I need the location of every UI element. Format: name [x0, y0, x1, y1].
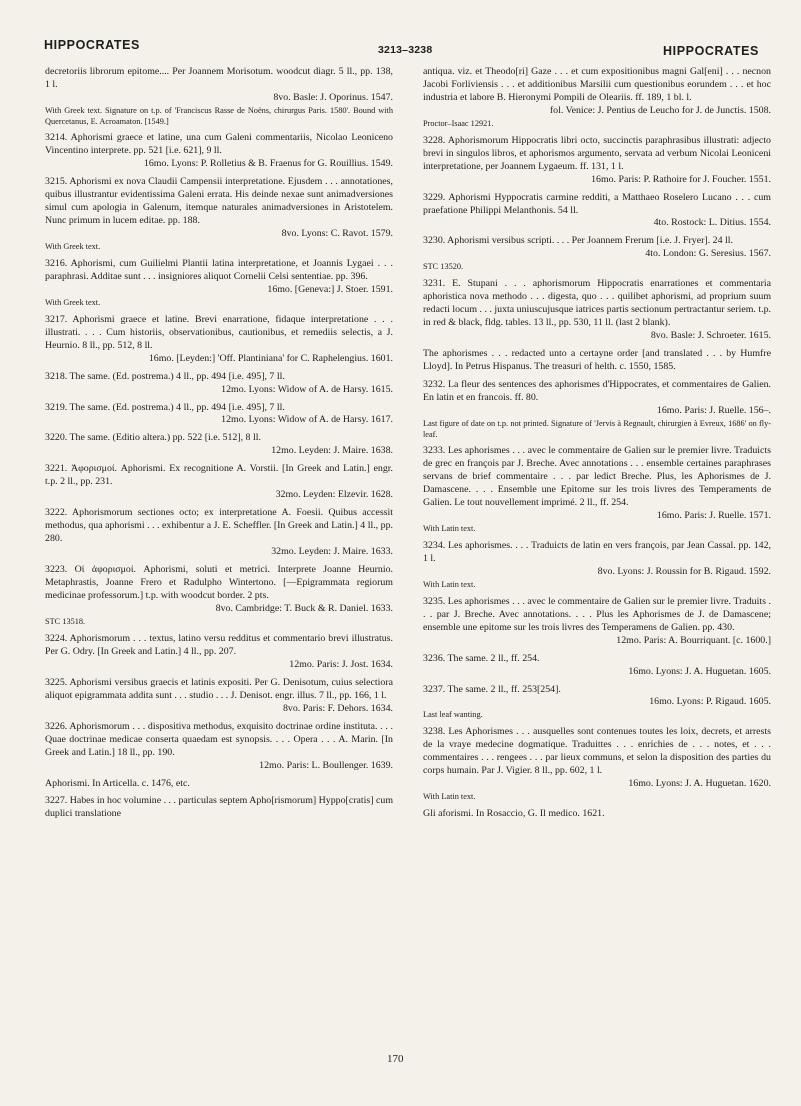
catalogue-entry: [45, 507, 393, 559]
entry-imprint: 32mo. Leyden: Elzevir. 1628.: [275, 489, 393, 501]
entry-note: With Greek text.: [45, 242, 101, 252]
right-column: [423, 66, 771, 826]
entry-text: antiqua. viz. et Theodo[ri] Gaze . . . et cum expositionibus magni Gal[eni] . . . necnon Jacobi Forliviensis . . . et additionibus Marsilii cum questionibus eorundem . . . et hoc industria et labore B. Hieronymi Pompili de Oleariis. ff. 189, 1 bl. l.: [423, 66, 771, 103]
entry-text: Gli aforismi. In Rosaccio, G. Il medico. 1621.: [423, 807, 605, 819]
catalogue-entry: [423, 192, 771, 231]
entry-note: STC 13520.: [423, 262, 464, 272]
entry-imprint: 16mo. Lyons: P. Rigaud. 1605.: [649, 696, 771, 708]
entry-text: 3224. Aphorismorum . . . textus, latino versu redditus et commentario brevi illustratus. Per G. Odry. [In Greek and Latin.] 4 ll., pp. 207.: [45, 632, 393, 657]
left-column: [45, 66, 393, 826]
entry-text: 3216. Aphorismi, cum Guilielmi Plantii latina interpretatione, et Joannis Lygaei . . . paraphrasi. Additae sunt . . . insigniores aliquot Cornelii Celsi sententiae. pp. 396.: [45, 258, 393, 282]
entry-imprint: 32mo. Leyden: J. Maire. 1633.: [271, 546, 393, 558]
entry-note: With Greek text.: [45, 297, 101, 307]
entry-text: 3223. Οἱ ἀφορισμοί. Aphorismi, soluti et metrici. Interprete Joanne Heurnio. Metaphrastis, Joanne Frero et Radulpho Wintertono. [—Epigrammata regiorum medicinae professorum.] t.p. with woodcut border. 2 pts.: [45, 564, 393, 602]
entry-imprint: 12mo. Paris: J. Jost. 1634.: [289, 658, 393, 670]
entry-text: The aphorismes . . . redacted unto a certayne order [and translated . . . by Humfre Lloyd]. In Petrus Hispanus. The treasuri of helth. c. 1550, 1585.: [423, 348, 771, 372]
entry-imprint: 16mo. Paris: J. Ruelle. 1571.: [656, 510, 771, 522]
catalogue-entry: [45, 176, 393, 253]
entry-text: 3215. Aphorismi ex nova Claudii Campensii interpretatione. Ejusdem . . . annotationes, quibus illustrantur evidentissima Galeni errata. His deinde nexae sunt animadversiones simul cum apologia in Galenum, itemque naturales animadversiones in Aristotelem. Nunc primum in lucem editae. pp. 188.: [45, 176, 393, 227]
entry-text: 3231. E. Stupani . . . aphorismorum Hippocratis enarrationes et commentaria aphoristica nova methodo . . . digesta, quo . . . quilibet aphorismi, ad proprium suum redacti locum . . . juxta uniuscujusque iatrices partis sectionum pertractantur seriem. t.p. in red & black, fldg. tables. 13 ll., pp. 530, 11 ll. (last 2 blank).: [423, 278, 771, 329]
entry-imprint: 16mo. [Leyden:] 'Off. Plantiniana' for C. Raphelengius. 1601.: [148, 352, 393, 364]
entry-text: 3217. Aphorismi graece et latine. Brevi enarratione, fidaque interpretatione . . . illustrati. . . . Cum historiis, observationibus, cautionibus, et remediis selectis, a J. Heurnio. 8 ll., pp. 512, 8 ll.: [45, 313, 393, 351]
entry-text: 3236. The same. 2 ll., ff. 254.: [423, 652, 540, 664]
catalogue-entry: [423, 348, 771, 374]
entry-imprint: 12mo. Paris: A. Bourriquant. [c. 1600.]: [616, 634, 771, 646]
running-head-left: HIPPOCRATES: [44, 38, 140, 52]
entry-text: 3235. Les aphorismes . . . avec le commentaire de Galien sur le premier livre. Traduits . . . par J. Breche. Avec annotations. . . . Plus les Aphorismes de J. de Damascene; ensemble une epitome sur les trois livres des Temperamens de Galien. pp. 430.: [423, 595, 771, 633]
entry-note: Last figure of date on t.p. not printed. Signature of 'Jervis à Regnault, chirurgien à Evreux, 1686' on fly-leaf.: [423, 418, 771, 439]
catalogue-entry: [423, 66, 771, 130]
entry-imprint: 16mo. Lyons: J. A. Huguetan. 1620.: [628, 778, 771, 790]
catalogue-entry: [45, 66, 393, 127]
entry-text: 3214. Aphorismi graece et latine, una cum Galeni commentariis, Nicolao Leoniceno Vincentino interprete. pp. 521 [i.e. 621], 9 ll.: [45, 132, 393, 157]
entry-text: 3220. The same. (Editio altera.) pp. 522 [i.e. 512], 8 ll.: [45, 432, 261, 444]
entry-imprint: 12mo. Leyden: J. Maire. 1638.: [271, 445, 393, 457]
catalogue-entry: [423, 445, 771, 535]
catalogue-entry: [423, 135, 771, 187]
entry-note: With Greek text. Signature on t.p. of 'Franciscus Rasse de Noëns, chirurgus Paris. 1580'. Bound with Quercetanus, E. Acroamaton. [1549.]: [45, 105, 393, 126]
entry-text: 3237. The same. 2 ll., ff. 253[254].: [423, 683, 561, 695]
catalogue-entry: [423, 235, 771, 273]
entry-note: With Latin text.: [423, 579, 476, 589]
entry-imprint: 4to. London: G. Seresius. 1567.: [645, 248, 771, 260]
entry-imprint: 8vo. Basle: J. Schroeter. 1615.: [650, 330, 771, 342]
entry-text: 3238. Les Aphorismes . . . ausquelles sont contenues toutes les loix, decrets, et arrests de la vraye medecine dogmatique. Traduittes . . . enrichies de . . . notes, et . . . commentaires . . . rengees . . . par lieux communs, et selon la disposition des parties du corps humain. Par J. Vigier. 8 ll., pp. 602, 1 l.: [423, 726, 771, 777]
catalogue-entry: [423, 808, 771, 821]
catalogue-entry: [45, 258, 393, 309]
running-head-right: HIPPOCRATES: [663, 44, 759, 58]
catalogue-entry: [423, 278, 771, 343]
catalogue-entry: [45, 371, 393, 397]
entry-imprint: 8vo. Lyons: C. Ravot. 1579.: [281, 228, 393, 240]
entry-text: Aphorismi. In Articella. c. 1476, etc.: [45, 777, 190, 789]
entry-note: With Latin text.: [423, 792, 476, 802]
catalogue-entry: [45, 564, 393, 628]
catalogue-entry: [423, 684, 771, 722]
entry-imprint: 4to. Rostock: L. Ditius. 1554.: [653, 217, 771, 229]
entry-imprint: 12mo. Lyons: Widow of A. de Harsy. 1617.: [221, 414, 393, 426]
entry-imprint: 16mo. Paris: P. Rathoire for J. Foucher. 1551.: [591, 173, 771, 185]
catalogue-entry: [423, 379, 771, 440]
entry-text: 3225. Aphorismi versibus graecis et latinis expositi. Per G. Denisotum, cuius selectiora aliquot epigrammata addita sunt . . . studio . . . J. Denisot. engr. illus. 7 ll., pp. 166, 1 l.: [45, 676, 393, 701]
catalogue-entry: [45, 677, 393, 716]
entry-imprint: 12mo. Lyons: Widow of A. de Harsy. 1615.: [221, 383, 393, 395]
catalogue-entry: [45, 633, 393, 672]
entry-text: 3227. Habes in hoc volumine . . . particulas septem Apho[rismorum] Hyppo[cratis] cum duplici translatione: [45, 795, 393, 820]
entry-text: decretoriis librorum epitome.... Per Joannem Morisotum. woodcut diagr. 5 ll., pp. 138, 1 l.: [45, 66, 393, 90]
entry-text: 3234. Les aphorismes. . . . Traduicts de latin en vers françois, par Jean Cassal. pp. 142, 1 l.: [423, 540, 771, 564]
catalogue-entry: [45, 432, 393, 458]
entry-text: 3232. La fleur des sentences des aphorismes d'Hippocrates, et commentaires de Galien. En latin et en francois. ff. 80.: [423, 378, 771, 403]
entry-text: 3229. Aphorismi Hyppocratis carmine redditi, a Matthaeo Roselero Lucano . . . cum praefatione Philippi Melanthonis. 54 ll.: [423, 191, 771, 216]
catalogue-entry: [45, 314, 393, 366]
catalogue-entry: [45, 721, 393, 773]
entry-note: Proctor–Isaac 12921.: [423, 118, 494, 128]
entry-text: 3226. Aphorismorum . . . dispositiva methodus, exquisito doctrinae ordine instituta. . . . Quae doctrinae medicae conserta quaedam est synopsis. . . . Opera . . . A. Marin. [In Greek and Latin.] 18 ll., pp. 190.: [45, 720, 393, 758]
entry-imprint: 16mo. Lyons: P. Rolletius & B. Fraenus for G. Rouillius. 1549.: [143, 158, 393, 170]
entry-imprint: 16mo. [Geneva:] J. Stoer. 1591.: [267, 283, 393, 295]
entry-imprint: fol. Venice: J. Pentius de Leucho for J. de Junctis. 1508.: [549, 104, 771, 116]
entry-note: With Latin text.: [423, 524, 476, 534]
catalogue-entry: [423, 596, 771, 648]
entry-note: Last leaf wanting.: [423, 710, 483, 720]
entry-text: 3230. Aphorismi versibus scripti. . . . Per Joannem Frerum [i.e. J. Fryer]. 24 ll.: [423, 235, 733, 247]
entry-imprint: 8vo. Lyons: J. Roussin for B. Rigaud. 1592.: [597, 565, 771, 577]
entry-text: 3222. Aphorismorum sectiones octo; ex interpretatione A. Foesii. Quibus accessit methodus, qua aphorismi . . . exhibentur a J. E. Scheffler. [In Greek and Latin.] 4 ll., pp. 280.: [45, 507, 393, 545]
catalogue-entry: [423, 726, 771, 803]
entry-imprint: 8vo. Paris: F. Dehors. 1634.: [282, 702, 393, 714]
entry-text: 3228. Aphorismorum Hippocratis libri octo, succinctis paraphrasibus illustrati: adjecto brevi in singulos libros, et aphorismos argumento, servata ad verbum Nicolai Leoniceni interpretatione, per Joannem Lygaeum. ff. 131, 1 l.: [423, 134, 771, 172]
entry-imprint: 16mo. Paris: J. Ruelle. 156–.: [656, 404, 771, 416]
catalogue-entry: [45, 778, 393, 791]
catalogue-entry: [45, 795, 393, 821]
entry-text: 3221. Ἀφορισμοί. Aphorismi. Ex recognitione A. Vorstii. [In Greek and Latin.] engr. t.p. 2 ll., pp. 231.: [45, 463, 393, 488]
page-number: 170: [387, 1053, 404, 1065]
catalogue-entry: [45, 463, 393, 502]
entry-text: 3233. Les aphorismes . . . avec le commentaire de Galien sur le premier livre. Traduicts de grec en françois par J. Breche. Avec annotations . . . ensemble certaines paraphrases servans de brief commentaire . . . par ledict Breche. Plus, les Aphorismes de J. Damascene. . . . Ensemble une Epitome sur les trois livres des Temperaments de Galien. Le tout nouvellement imprimé. 2 ll., ff. 254.: [423, 445, 771, 509]
entry-text: 3219. The same. (Ed. postrema.) 4 ll., pp. 494 [i.e. 495], 7 ll.: [45, 401, 285, 413]
entry-imprint: 16mo. Lyons: J. A. Huguetan. 1605.: [628, 665, 771, 677]
entry-imprint: 12mo. Paris: L. Boullenger. 1639.: [259, 759, 393, 771]
entry-note: STC 13518.: [45, 617, 86, 627]
entry-imprint: 8vo. Cambridge: T. Buck & R. Daniel. 1633.: [215, 603, 393, 615]
catalogue-entry: [45, 402, 393, 428]
catalogue-entry: [423, 540, 771, 591]
catalogue-entry: [45, 132, 393, 171]
entry-range: 3213–3238: [378, 44, 433, 56]
entry-text: 3218. The same. (Ed. postrema.) 4 ll., pp. 494 [i.e. 495], 7 ll.: [45, 370, 285, 382]
catalogue-entry: [423, 653, 771, 679]
entry-imprint: 8vo. Basle: J. Oporinus. 1547.: [273, 91, 393, 103]
